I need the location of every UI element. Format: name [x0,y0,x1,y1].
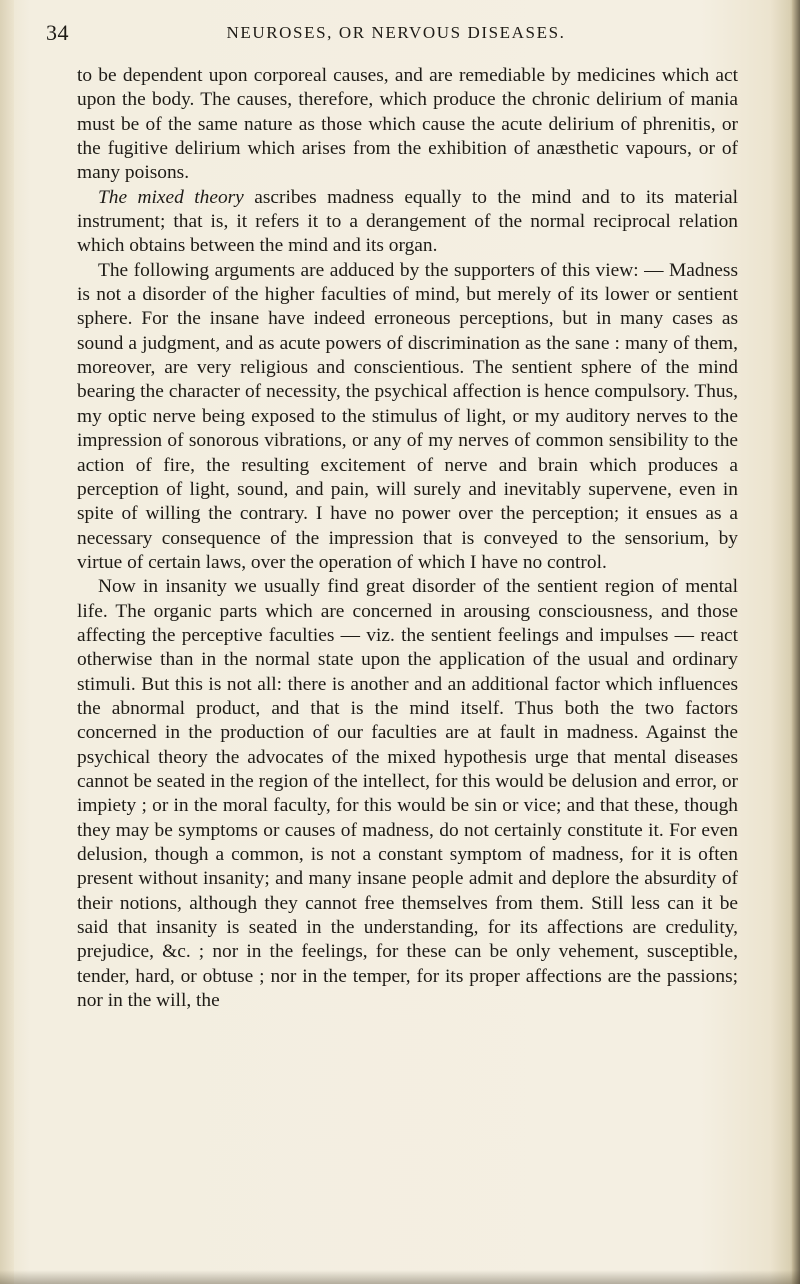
paragraph-3: The following arguments are adduced by the supporters of this view: — Madness is not a disorder of the higher faculties of mind, but merely of its lower or sentient sphere. For the insane have indeed erroneous perceptions, but in many cases as sound a judgment, and as acute powers of discrimination as the sane : many of them, moreover, are very religious and conscientious. The sentient sphere of the mind bearing the character of necessity, the psychical affection is hence compulsory. Thus, my optic nerve being exposed to the stimulus of light, or my auditory nerves to the impression of sonorous vibrations, or any of my nerves of common sensibility to the action of fire, the resulting excitement of nerve and brain which produces a perception of light, sound, and pain, will surely and inevitably supervene, even in spite of willing the contrary. I have no power over the perception; it ensues as a necessary consequence of the impression that is conveyed to the sensorium, by virtue of certain laws, over the operation of which I have no control. [77,259,738,573]
body-text [77,64,738,1013]
page-number: 34 [46,20,69,45]
mixed-theory-term: The mixed theory [98,186,244,208]
paragraph-4: Now in insanity we usually find great disorder of the sentient region of mental life. The organic parts which are concerned in arousing consciousness, and those affecting the perceptive faculties — viz. the sentient feelings and impulses — react otherwise than in the normal state upon the application of the usual and ordinary stimuli. But this is not all: there is another and an additional factor which influences the abnormal product, and that is the mind itself. Thus both the two factors concerned in the production of our faculties are at fault in madness. Against the psychical theory the advocates of the mixed hypothesis urge that mental diseases cannot be seated in the region of the intellect, for this would be delusion and error, or impiety ; or in the moral faculty, for this would be sin or vice; and that these, though they may be symptoms or causes of madness, do not certainly constitute it. For even delusion, though a common, is not a constant symptom of madness, for it is often present without insanity; and many insane people admit and deplore the absurdity of their notions, although they cannot free themselves from them. Still less can it be said that insanity is seated in the understanding, for its affections are credulity, prejudice, &c. ; nor in the feelings, for these can be only vehement, susceptible, tender, hard, or obtuse ; nor in the temper, for its proper affections are the passions; nor in the will, the [77,576,738,1012]
paragraph-1: to be dependent upon corporeal causes, and are remediable by medicines which act upon the body. The causes, therefore, which produce the chronic delirium of mania must be of the same nature as those which cause the acute delirium of phrenitis, or the fugitive delirium which arises from the exhibition of anæsthetic vapours, or of many poisons. [77,65,738,184]
running-head: NEUROSES, OR NERVOUS DISEASES. [226,23,566,42]
page-left-edge [0,0,14,1284]
page-right-edge [792,0,800,1284]
paragraph-2-text: ascribes madness equally to the mind and to its material instrument; that is, it refers it to a derangement of the normal reciprocal relation which obtains between the mind and its organ. [77,186,738,257]
page-bottom-shadow [0,1270,800,1284]
page-header [46,20,746,46]
paragraph-2 [77,186,738,259]
